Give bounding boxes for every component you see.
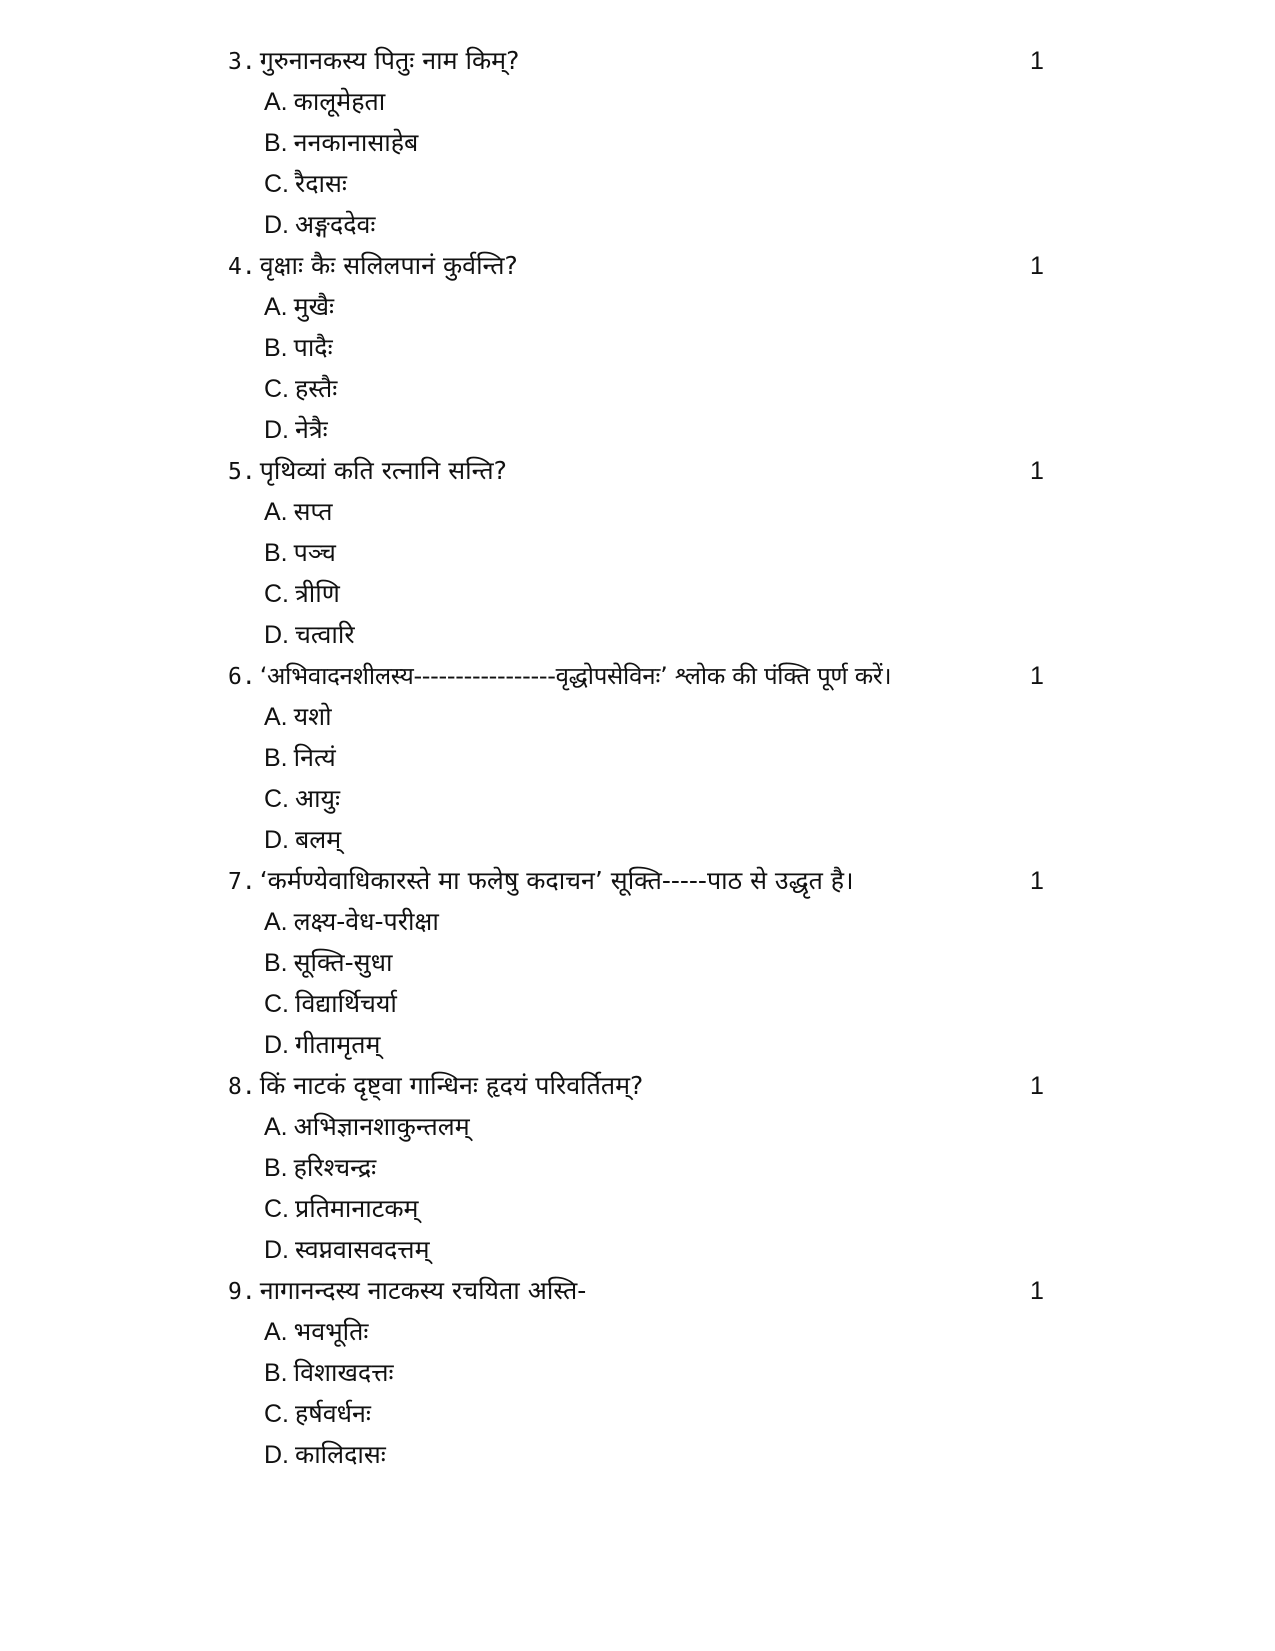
question-number: 3.: [228, 49, 256, 75]
question-number: 9.: [228, 1279, 256, 1305]
option-letter: D.: [264, 1031, 289, 1059]
option-d: [264, 1229, 430, 1271]
option-text: कालूमेहता: [293, 87, 386, 116]
option-text: सप्त: [293, 497, 333, 526]
option-text: पञ्च: [293, 538, 336, 567]
option-text: बलम्: [295, 825, 342, 854]
option-text: प्रतिमानाटकम्: [295, 1194, 419, 1223]
option-letter: A.: [264, 703, 288, 731]
option-text: अभिज्ञानशाकुन्तलम्: [293, 1112, 470, 1141]
question-marks: 1: [1030, 867, 1044, 895]
question-number: 4.: [228, 254, 256, 280]
option-letter: A.: [264, 908, 288, 936]
option-d: [264, 204, 375, 246]
question-marks: 1: [1030, 1072, 1044, 1100]
question-text: नागानन्दस्य नाटकस्य रचयिता अस्ति-: [259, 1276, 587, 1305]
option-text: सूक्ति-सुधा: [293, 948, 393, 977]
question-text: पृथिव्यां कति रत्नानि सन्ति?: [259, 456, 507, 485]
option-b: [264, 737, 336, 779]
option-text: विशाखदत्तः: [293, 1358, 394, 1387]
option-d: [264, 614, 355, 656]
option-letter: B.: [264, 1154, 288, 1182]
question-number: 6.: [228, 664, 256, 690]
question-marks: 1: [1030, 252, 1044, 280]
question-text: ‘अभिवादनशीलस्य-----------------वृद्धोपसेविनः’ श्लोक की पंक्ति पूर्ण करें।: [259, 662, 892, 690]
option-a: [264, 491, 332, 533]
question-text: वृक्षाः कैः सलिलपानं कुर्वन्ति?: [259, 251, 518, 280]
question-8: [228, 1065, 643, 1107]
option-text: कालिदासः: [295, 1440, 386, 1469]
option-c: [264, 1188, 418, 1230]
question-marks: 1: [1030, 1277, 1044, 1305]
option-text: नित्यं: [293, 743, 336, 772]
question-text: ‘कर्मण्येवाधिकारस्ते मा फलेषु कदाचन’ सूक्ति-----पाठ से उद्धृत है।: [259, 866, 854, 895]
option-letter: D.: [264, 416, 289, 444]
option-letter: B.: [264, 1359, 288, 1387]
option-text: हर्षवर्धनः: [295, 1399, 371, 1428]
option-b: [264, 942, 392, 984]
option-a: [264, 696, 332, 738]
option-letter: C.: [264, 170, 289, 198]
option-letter: A.: [264, 88, 288, 116]
question-marks: 1: [1030, 457, 1044, 485]
option-d: [264, 409, 328, 451]
question-number: 7.: [228, 869, 256, 895]
option-text: गीतामृतम्: [295, 1030, 381, 1059]
question-text: किं नाटकं दृष्ट्वा गान्धिनः हृदयं परिवर्तितम्?: [259, 1071, 644, 1100]
option-b: [264, 1352, 394, 1394]
question-7: [228, 860, 854, 902]
option-letter: A.: [264, 293, 288, 321]
question-number: 5.: [228, 459, 256, 485]
question-6: [228, 655, 891, 697]
option-b: [264, 122, 418, 164]
option-c: [264, 983, 397, 1025]
option-letter: A.: [264, 498, 288, 526]
question-3: [228, 40, 519, 82]
option-c: [264, 368, 337, 410]
option-text: त्रीणि: [295, 579, 340, 608]
option-letter: C.: [264, 785, 289, 813]
option-letter: A.: [264, 1113, 288, 1141]
option-text: नेत्रैः: [295, 415, 328, 444]
option-letter: D.: [264, 1441, 289, 1469]
option-text: अङ्गददेवः: [295, 210, 376, 239]
option-letter: B.: [264, 539, 288, 567]
option-text: हरिश्चन्द्रः: [293, 1153, 377, 1182]
option-a: [264, 81, 385, 123]
option-letter: D.: [264, 826, 289, 854]
option-letter: C.: [264, 580, 289, 608]
option-letter: C.: [264, 375, 289, 403]
option-a: [264, 901, 439, 943]
option-b: [264, 1147, 376, 1189]
option-letter: C.: [264, 990, 289, 1018]
option-a: [264, 1311, 368, 1353]
option-b: [264, 532, 336, 574]
option-c: [264, 1393, 371, 1435]
option-text: भवभूतिः: [293, 1317, 369, 1346]
option-text: हस्तैः: [295, 374, 338, 403]
question-marks: 1: [1030, 47, 1044, 75]
option-text: विद्यार्थिचर्या: [295, 989, 397, 1018]
option-text: मुखैः: [293, 292, 335, 321]
option-text: स्वप्नवासवदत्तम्: [295, 1235, 430, 1264]
option-letter: C.: [264, 1400, 289, 1428]
option-a: [264, 1106, 470, 1148]
option-text: रैदासः: [295, 169, 347, 198]
option-a: [264, 286, 334, 328]
option-letter: A.: [264, 1318, 288, 1346]
option-text: चत्वारि: [295, 620, 355, 649]
option-d: [264, 1024, 380, 1066]
option-text: यशो: [293, 702, 332, 731]
option-c: [264, 573, 340, 615]
question-text: गुरुनानकस्य पितुः नाम किम्?: [259, 46, 520, 75]
option-d: [264, 1434, 386, 1476]
option-letter: D.: [264, 621, 289, 649]
option-letter: B.: [264, 129, 288, 157]
option-letter: B.: [264, 334, 288, 362]
option-letter: B.: [264, 744, 288, 772]
option-d: [264, 819, 341, 861]
option-letter: B.: [264, 949, 288, 977]
question-5: [228, 450, 507, 492]
option-c: [264, 163, 347, 205]
question-number: 8.: [228, 1074, 256, 1100]
question-marks: 1: [1030, 662, 1044, 690]
option-text: आयुः: [295, 784, 341, 813]
option-b: [264, 327, 333, 369]
option-letter: D.: [264, 211, 289, 239]
question-4: [228, 245, 518, 287]
question-9: [228, 1270, 586, 1312]
option-letter: D.: [264, 1236, 289, 1264]
option-letter: C.: [264, 1195, 289, 1223]
option-text: पादैः: [293, 333, 333, 362]
option-text: लक्ष्य-वेध-परीक्षा: [293, 907, 439, 936]
option-text: ननकानासाहेब: [293, 128, 419, 157]
option-c: [264, 778, 340, 820]
